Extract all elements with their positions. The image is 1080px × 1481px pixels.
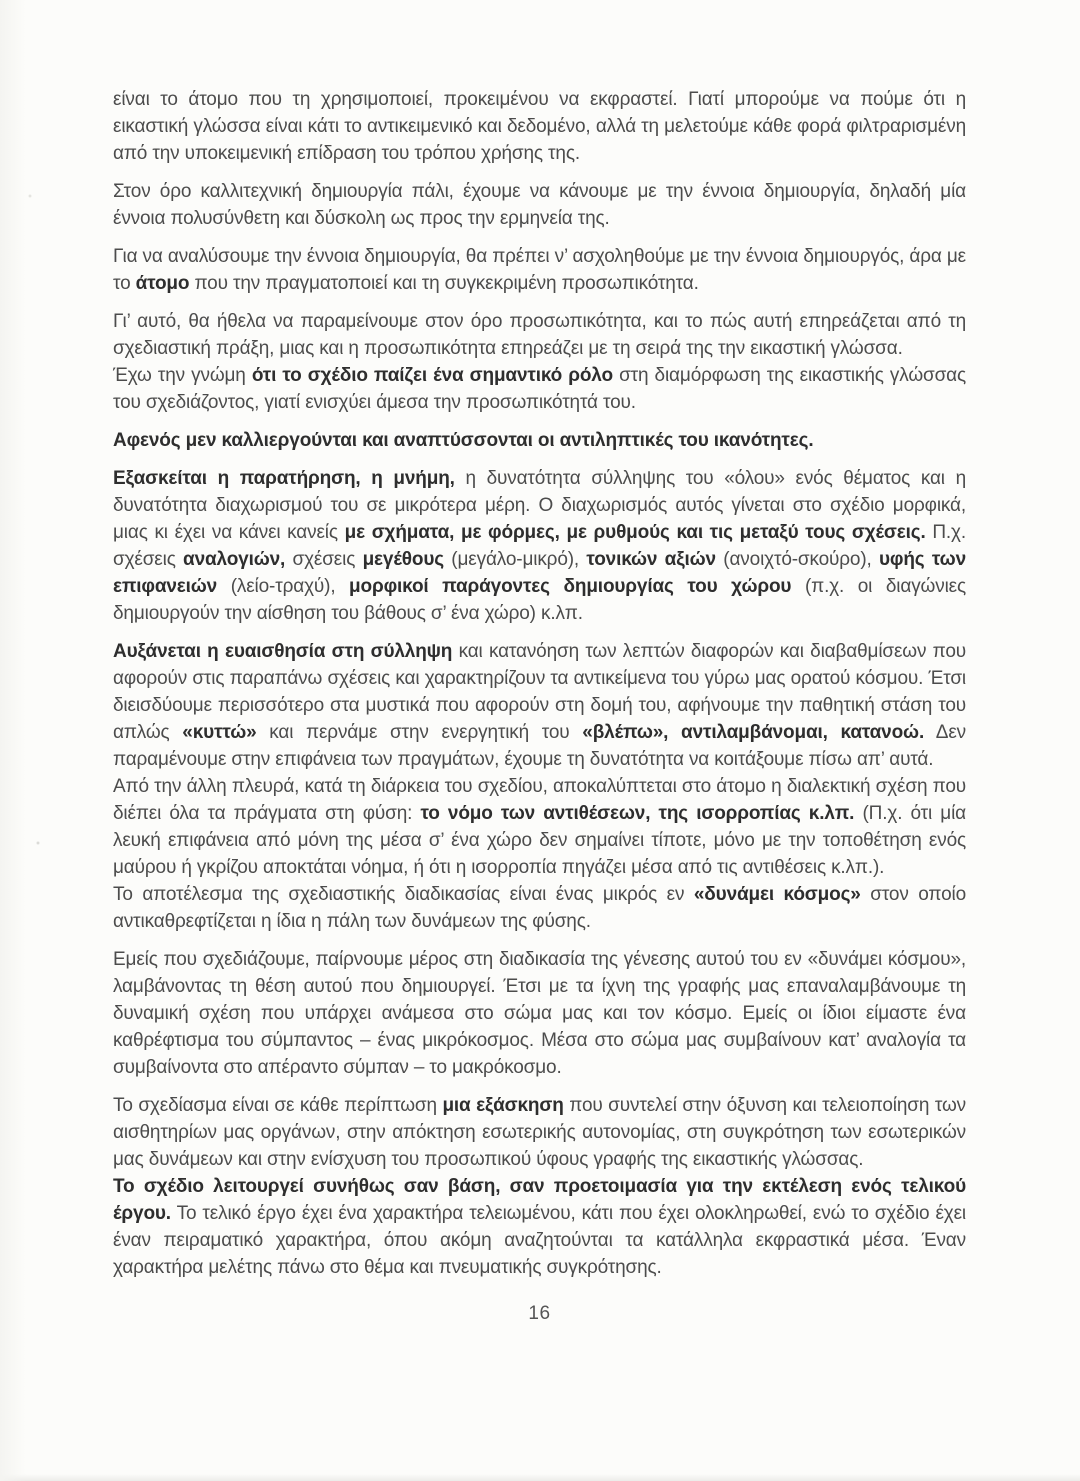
text-run: που συντελεί στην όξυνση και τελειοποίηση των αισθητηρίων μας οργάνων, στην απόκτηση εσωτερικής αυτονομίας, στη συγκρότηση των εσωτερικών μας δυνάμεων και στην ενίσχυση του προσωπικού ύφους γραφής της εικαστικής γλώσσας.	[113, 1095, 966, 1170]
text-run: Γι’ αυτό, θα ήθελα να παραμείνουμε στον όρο προσωπικότητα, και το πώς αυτή επηρεάζεται από τη σχεδιαστική πράξη, μιας και η προσωπικότητα επηρεάζει με τη σειρά της την εικαστική γλώσσα.	[113, 311, 966, 359]
bold-text-run: μορφικοί παράγοντες δημιουργίας του χώρου	[349, 576, 792, 597]
text-run: Στον όρο καλλιτεχνική δημιουργία πάλι, έχουμε να κάνουμε με την έννοια δημιουργία, δηλαδή μία έννοια πολυσύνθετη και δύσκολη ως προς την ερμηνεία της.	[113, 181, 966, 229]
bold-text-run: «κυττώ»	[182, 722, 257, 743]
text-run: Από την άλλη πλευρά, κατά τη διάρκεια του σχεδίου, αποκαλύπτεται στο άτομο η διαλεκτική σχέση που διέπει όλα τα πράγματα στη φύση:	[113, 776, 966, 824]
text-run: η δυνατότητα σύλληψης του «όλου» ενός θέματος και η δυνατότητα διαχωρισμού του σε μικρότερα μέρη. Ο διαχωρισμός αυτός γίνεται στο σχέδιο μορφικά, μιας κι έχει να κάνει κανείς	[113, 468, 966, 543]
text-run: είναι το άτομο που τη χρησιμοποιεί, προκειμένου να εκφραστεί. Γιατί μπορούμε να πούμε ότι η εικαστική γλώσσα είναι κάτι το αντικειμενικό και δεδομένο, αλλά τη μελετούμε κάθε φορά φιλτραρισμένη από την υποκειμενική επίδραση του τρόπου χρήσης της.	[113, 89, 966, 164]
paragraph	[113, 773, 966, 881]
text-run: που την πραγματοποιεί και τη συγκεκριμένη προσωπικότητα.	[189, 273, 699, 294]
bold-text-run: ότι το σχέδιο παίζει ένα σημαντικό ρόλο	[251, 365, 613, 386]
paragraph	[113, 243, 966, 297]
page-number: 16	[528, 1303, 551, 1324]
bold-text-run: τονικών αξιών	[586, 549, 716, 570]
bold-text-run: «δυνάμει κόσμος»	[693, 884, 861, 905]
bold-text-run: αναλογιών,	[183, 549, 286, 570]
paragraph	[113, 946, 966, 1081]
text-run: Το αποτέλεσμα της σχεδιαστικής διαδικασίας είναι ένας μικρός εν	[113, 884, 694, 905]
bold-text-run: το νόμο των αντιθέσεων, της ισορροπίας κ.λπ.	[420, 803, 855, 824]
text-run: και κατανόηση των λεπτών διαφορών και διαβαθμίσεων που αφορούν στις παραπάνω σχέσεις και χαρακτηρίζουν τα αντικείμενα του γύρω μας ορατού κόσμου. Έτσι διεισδύουμε περισσότερο στα μυστικά που αφορούν στη δομή του, αφήνουμε την παθητική στάση του απλώς	[113, 641, 966, 743]
text-run: Για να αναλύσουμε την έννοια δημιουργία, θα πρέπει ν’ ασχοληθούμε με την έννοια δημιουργός, άρα με το	[113, 246, 966, 294]
paragraph	[113, 86, 966, 167]
text-run: Το σχεδίασμα είναι σε κάθε περίπτωση	[113, 1095, 443, 1116]
paragraph	[113, 465, 966, 627]
paragraph	[113, 427, 966, 454]
text-run: (ανοιχτό-σκούρο),	[715, 549, 879, 570]
paragraph	[113, 1092, 966, 1173]
bold-text-run: μια εξάσκηση	[442, 1095, 564, 1116]
paragraph	[113, 178, 966, 232]
text-run: Το τελικό έργο έχει ένα χαρακτήρα τελειωμένου, κάτι που έχει ολοκληρωθεί, ενώ το σχέδιο έχει έναν πειραματικό χαρακτήρα, όπου ακόμη αναζητούνται τα κατάλληλα εκφραστικά μέσα. Έναν χαρακτήρα μελέτης πάνω στο θέμα και πνευματικής συγκρότησης.	[113, 1203, 966, 1278]
page-footer	[113, 1303, 966, 1325]
bold-text-run: Το σχέδιο λειτουργεί συνήθως σαν βάση, σαν προετοιμασία για την εκτέλεση ενός τελικού έργου.	[113, 1176, 966, 1224]
text-column	[113, 86, 966, 1281]
text-run: (π.χ. οι διαγώνιες δημιουργούν την αίσθηση του βάθους σ’ ένα χώρο) κ.λπ.	[113, 576, 966, 624]
text-run: στη διαμόρφωση της εικαστικής γλώσσας του σχεδιάζοντος, γιατί ενισχύει άμεσα την προσωπικότητά του.	[113, 365, 966, 413]
paragraph	[113, 308, 966, 362]
text-run: Εμείς που σχεδιάζουμε, παίρνουμε μέρος στη διαδικασία της γένεσης αυτού του εν «δυνάμει κόσμου», λαμβάνοντας τη θέση αυτού που δημιουργεί. Έτσι με τα ίχνη της γραφής μας επαναλαμβάνουμε τη δυναμική σχέση που υπάρχει ανάμεσα στο σώμα μας και τον κόσμο. Εμείς οι ίδιοι είμαστε ένα καθρέφτισμα του σύμπαντος – ένας μικρόκοσμος. Μέσα στο σώμα μας συμβαίνουν κατ’ αναλογία τα συμβαίνοντα στο απέραντο σύμπαν – το μακρόκοσμο.	[113, 949, 966, 1078]
text-run: (λείο-τραχύ),	[217, 576, 350, 597]
text-run: και περνάμε στην ενεργητική του	[256, 722, 583, 743]
paragraph	[113, 1173, 966, 1281]
bold-text-run: άτομο	[135, 273, 190, 294]
bold-text-run: Αφενός μεν καλλιεργούνται και αναπτύσσονται οι αντιληπτικές του ικανότητες.	[113, 430, 814, 451]
text-run: στον οποίο αντικαθρεφτίζεται η ίδια η πάλη των δυνάμεων της φύσης.	[113, 884, 966, 932]
bold-text-run: Αυξάνεται η ευαισθησία στη σύλληψη	[113, 641, 453, 662]
bold-text-run: μεγέθους	[362, 549, 444, 570]
paragraph	[113, 362, 966, 416]
paragraph	[113, 881, 966, 935]
paragraph	[113, 638, 966, 773]
text-run: Δεν παραμένουμε στην επιφάνεια των πραγμάτων, έχουμε τη δυνατότητα να κοιτάξουμε πίσω απ’ αυτά.	[113, 722, 966, 770]
text-run: (Π.χ. ότι μία λευκή επιφάνεια από μόνη της μέσα σ’ ένα χώρο δεν σημαίνει τίποτε, μόνο με την τοποθέτηση ενός μαύρου ή γκρίζου αποκτάται νόημα, ή ότι η ισορροπία πηγάζει μέσα από τις αντιθέσεις κ.λπ.).	[113, 803, 966, 878]
bold-text-run: Εξασκείται η παρατήρηση, η μνήμη,	[113, 468, 455, 489]
bold-text-run: υφής των επιφανειών	[113, 549, 966, 597]
bold-text-run: με σχήματα, με φόρμες, με ρυθμούς και τις μεταξύ τους σχέσεις.	[344, 522, 926, 543]
text-run: Έχω την γνώμη	[113, 365, 252, 386]
text-run: σχέσεις	[285, 549, 363, 570]
text-run: (μεγάλο-μικρό),	[443, 549, 587, 570]
bold-text-run: «βλέπω», αντιλαμβάνομαι, κατανοώ.	[582, 722, 925, 743]
text-run: Π.χ. σχέσεις	[113, 522, 966, 570]
